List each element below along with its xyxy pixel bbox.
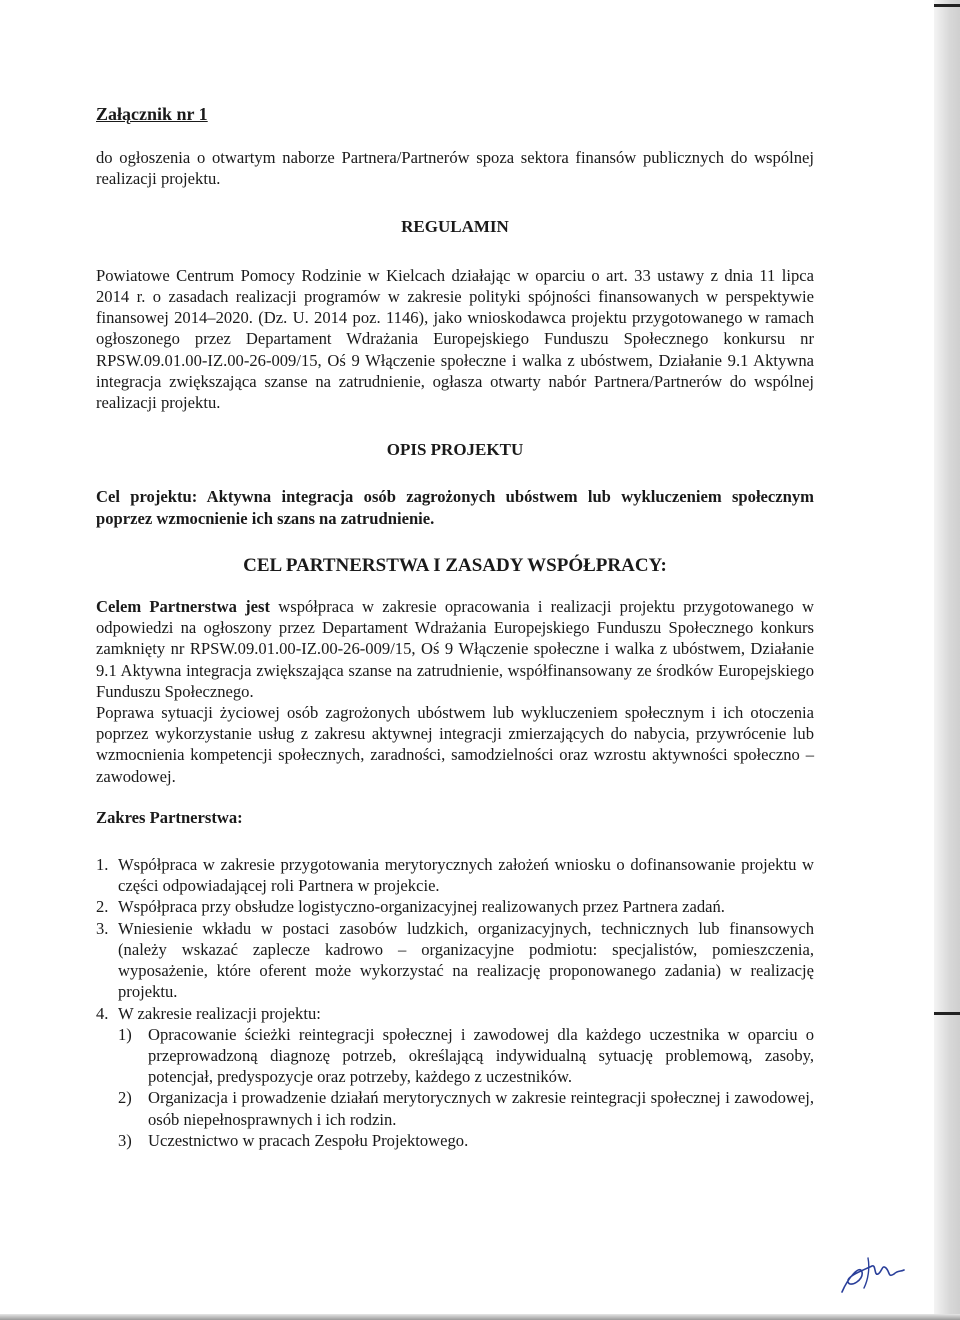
- opis-projektu-heading: OPIS PROJEKTU: [386, 440, 524, 460]
- scan-bottom-edge: [0, 1314, 960, 1320]
- sublist-item: 1) Opracowanie ścieżki reintegracji społecznej i zawodowej dla każdego uczestnika w oparciu o przeprowadzoną diagnozę potrzeb, określającą indywidualną sytuację problemową, zasoby, potencjał, predyspozycje oraz potrzeby, każdego z uczestników.: [118, 1024, 814, 1087]
- scan-edge: [934, 0, 960, 1320]
- intro-text: do ogłoszenia o otwartym naborze Partnera/Partnerów spoza sektora finansów publicznych do wspólnej realizacji projektu.: [96, 148, 814, 189]
- signature-mark: [838, 1252, 908, 1298]
- list-item: 1. Współpraca w zakresie przygotowania merytorycznych założeń wniosku o dofinansowanie projektu w części odpowiadającej roli Partnera w projekcie.: [96, 855, 814, 896]
- cel-partnerstwa-heading: CEL PARTNERSTWA I ZASADY WSPÓŁPRACY:: [243, 554, 667, 576]
- zakres-list: [96, 854, 814, 1024]
- zakres-sublist: [118, 1024, 814, 1151]
- list-item: 4. W zakresie realizacji projektu:: [96, 1003, 321, 1023]
- list-item: 3. Wniesienie wkładu w postaci zasobów ludzkich, organizacyjnych, technicznych lub finansowych (należy wskazać zaplecze kadrowo – organizacyjne podmiotu: specjalistów, pomieszczenia, wyposażenie, które oferent może wykorzystać na realizację proponowanego zadania) w realizację projektu.: [96, 918, 814, 1002]
- sublist-item: 2) Organizacja i prowadzenie działań merytorycznych w zakresie reintegracji społecznej i zawodowej, osób niepełnosprawnych i ich rodzin.: [118, 1088, 814, 1129]
- announcement-paragraph: Powiatowe Centrum Pomocy Rodzinie w Kielcach działając w oparciu o art. 33 ustawy z dnia 11 lipca 2014 r. o zasadach realizacji programów w zakresie polityki spójności finansowanych w perspektywie finansowej 2014–2020. (Dz. U. 2014 poz. 1146), jako wnioskodawca projektu przygotowanego w ramach ogłoszonego przez Departament Wdrażania Europejskiego Funduszu Społecznego konkursu nr RPSW.09.01.00-IZ.00-26-009/15, Oś 9 Włączenie społeczne i walka z ubóstwem, Działanie 9.1 Aktywna integracja zwiększająca szanse na zatrudnienie, ogłasza otwarty nabór Partnera/Partnerów do wspólnej realizacji projektu.: [96, 265, 814, 413]
- cel-projektu: Cel projektu: Aktywna integracja osób zagrożonych ubóstwem lub wykluczeniem społecznym poprzez wzmocnienie ich szans na zatrudnienie.: [96, 487, 814, 528]
- scan-mark: [934, 4, 960, 7]
- attachment-title: Załącznik nr 1: [96, 104, 208, 124]
- document-page: [96, 104, 814, 1151]
- list-item: 2. Współpraca przy obsłudze logistyczno-organizacyjnej realizowanych przez Partnera zadań.: [96, 897, 725, 917]
- celem-lead: Celem Partnerstwa jest: [96, 597, 271, 617]
- sublist-item: 3) Uczestnictwo w pracach Zespołu Projektowego.: [118, 1130, 469, 1150]
- scan-mark: [934, 1012, 960, 1015]
- poprawa-paragraph: Poprawa sytuacji życiowej osób zagrożonych ubóstwem lub wykluczeniem społecznym i ich otoczenia poprzez wykorzystanie usług z zakresu aktywnej integracji zmierzających do nabycia, przywrócenie lub wzmocnienia kompetencji społecznych, zaradności, samodzielności oraz wzrostu aktywności społeczno – zawodowej.: [96, 703, 814, 786]
- zakres-heading: Zakres Partnerstwa:: [96, 807, 243, 827]
- celem-paragraph: [96, 596, 814, 702]
- celem-rest: współpraca w zakresie opracowania i realizacji projektu przygotowanego w odpowiedzi na ogłoszony przez Departament Wdrażania Europejskiego Funduszu Społecznego konkurs zamknięty nr RPSW.09.01.00-IZ.00-26-009/15, Oś 9 Włączenie społeczne i walka z ubóstwem, Działanie 9.1 Aktywna integracja zwiększająca szanse na zatrudnienie, współfinansowany ze środków Europejskiego Funduszu Społecznego.: [96, 597, 814, 701]
- regulamin-heading: REGULAMIN: [401, 216, 509, 236]
